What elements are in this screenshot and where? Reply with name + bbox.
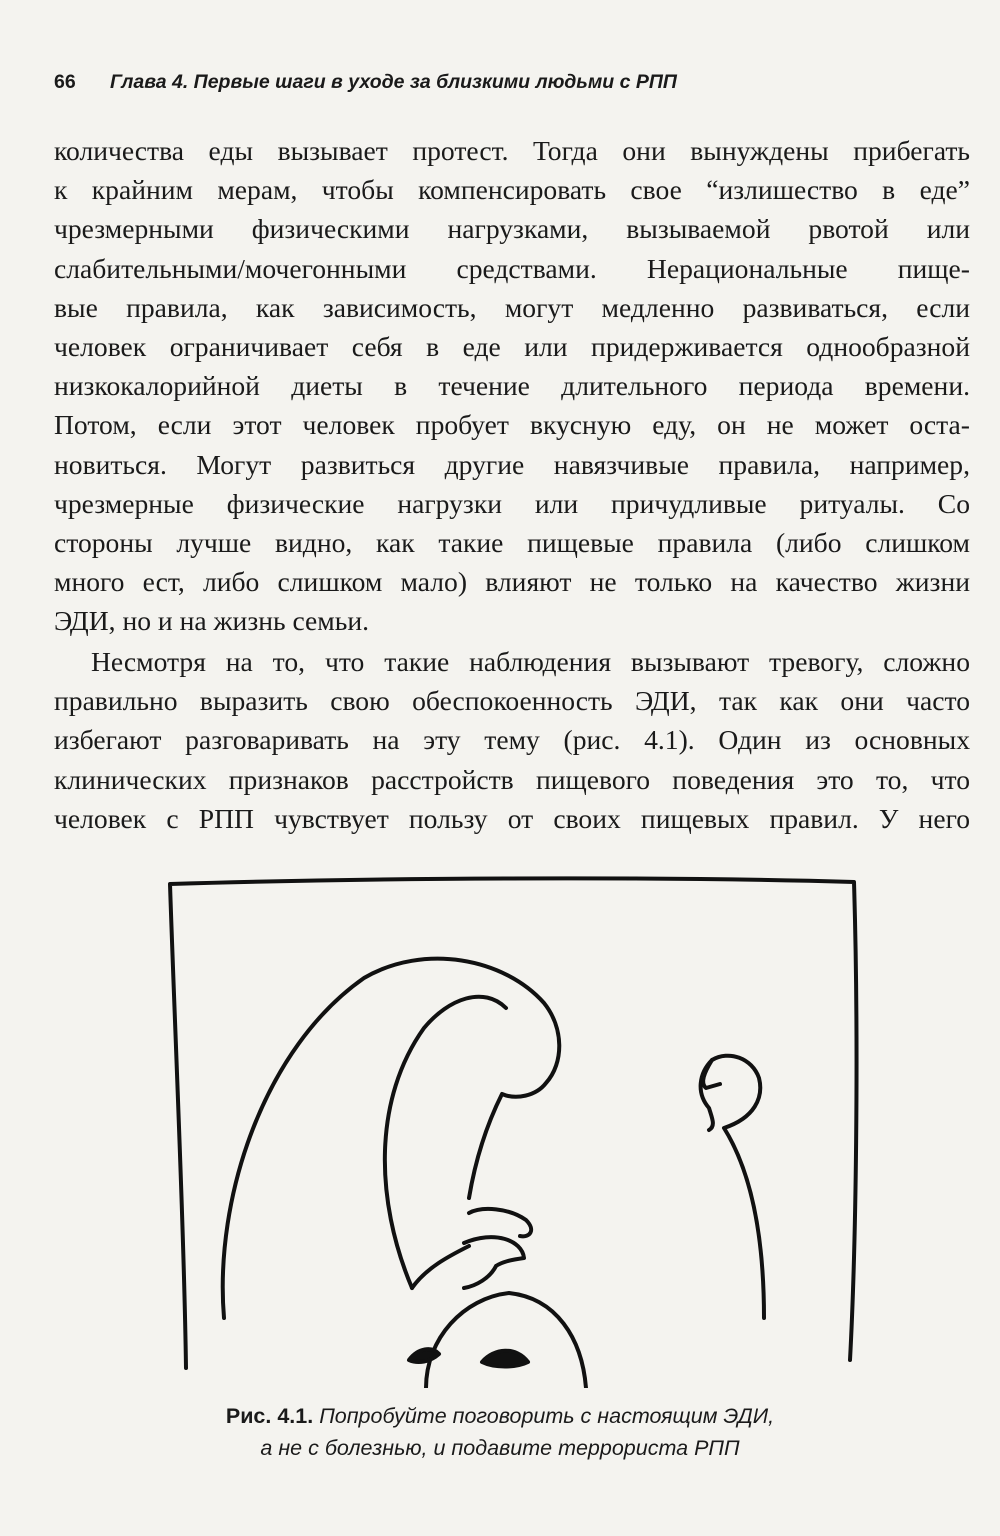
page-number: 66 [54,71,76,93]
clutching-hand [412,1209,531,1288]
text-line: чрезмерные физические нагрузки или причудливые ритуалы. Со [54,487,970,519]
caption-label: Рис. 4.1. [225,1404,314,1428]
figure-caption [0,1400,1000,1464]
paragraph-2 [54,642,970,838]
text-line: стороны лучше видно, как такие пищевые правила (либо слишком [54,526,970,558]
text-line: слабительными/мочегонными средствами. Нерациональные пище- [54,252,970,284]
carer-figure [701,1056,764,1318]
text-line: избегают разговаривать на эту тему (рис. 4.1). Один из основных [54,724,970,756]
hidden-person-eye-left [409,1349,439,1362]
line-drawing [164,868,864,1388]
running-header [54,66,954,98]
text-line: низкокалорийной диеты в течение длительного периода времени. [54,370,970,402]
hidden-person-head [426,1293,586,1388]
paragraph-1 [54,131,970,640]
text-line: ЭДИ, но и на жизнь семьи. [54,605,370,637]
hidden-person-eye [482,1351,528,1367]
text-line: правильно выразить свою обеспокоенность ЭДИ, так как они часто [54,685,970,717]
text-line: Потом, если этот человек пробует вкусную еду, он не может оста- [54,409,970,441]
text-line: количества еды вызывает протест. Тогда они вынуждены прибегать [54,135,970,166]
text-line: чрезмерными физическими нагрузками, вызываемой рвотой или [54,213,970,245]
text-line: много ест, либо слишком мало) влияют не только на качество жизни [54,566,970,598]
caption-line-1: Попробуйте поговорить с настоящим ЭДИ, [319,1404,775,1428]
text-line: вые правила, как зависимость, могут медленно развиваться, если [54,291,970,323]
text-line: к крайним мерам, чтобы компенсировать свое “излишество в еде” [54,174,970,206]
carer-face [703,1060,720,1088]
text-line: Несмотря на то, что такие наблюдения вызывают тревогу, сложно [91,645,970,677]
text-line: новиться. Могут развиться другие навязчивые правила, например, [54,448,970,480]
body-text [54,131,970,838]
illness-figure [223,959,560,1318]
text-line: человек ограничивает себя в еде или придерживается однообразной [54,330,970,362]
figure-illustration [164,868,864,1388]
chapter-title: Глава 4. Первые шаги в уходе за близкими людьми с РПП [110,71,677,93]
caption-line-2: а не с болезнью, и подавите террориста РПП [260,1436,740,1460]
illness-figure-inner [385,997,506,1288]
text-line: человек с РПП чувствует пользу от своих пищевых правил. У него [54,802,970,834]
text-line: клинических признаков расстройств пищевого поведения это то, что [54,763,970,795]
